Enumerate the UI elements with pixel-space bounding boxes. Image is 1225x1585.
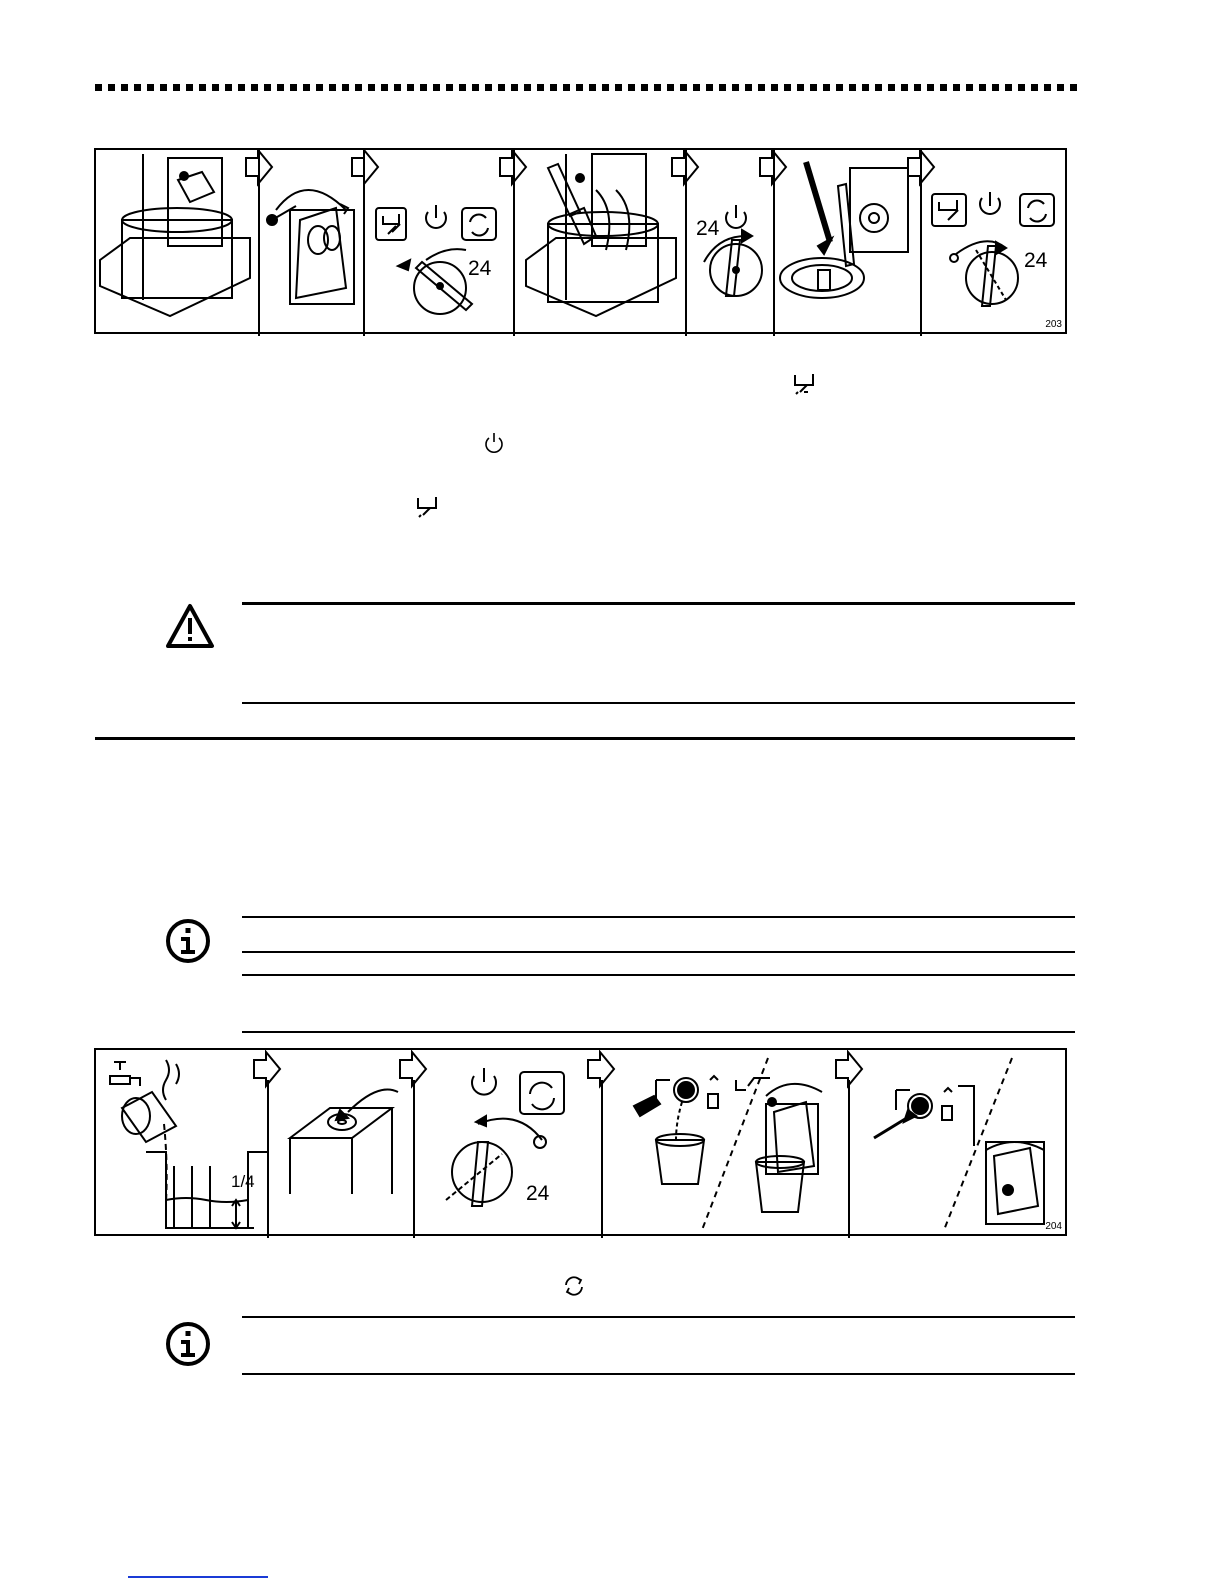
warning-top-rule <box>242 602 1075 605</box>
info-rule-3 <box>242 974 1075 976</box>
figure-204 <box>94 1048 1067 1236</box>
defrost-icon <box>792 372 816 396</box>
figure-204-fraction-label: 1/4 <box>231 1172 255 1191</box>
cycle-icon <box>562 1274 586 1298</box>
section-divider <box>95 737 1075 740</box>
info-rule-2 <box>242 951 1075 953</box>
info-rule-4 <box>242 1031 1075 1033</box>
figure-204-number: 204 <box>1045 1221 1062 1232</box>
info2-top-rule <box>242 1316 1075 1318</box>
info2-bottom-rule <box>242 1373 1075 1375</box>
warning-bottom-rule <box>242 702 1075 704</box>
header-dotted-rule <box>95 84 1077 91</box>
figure-203-dial-label-3: 24 <box>1024 249 1048 272</box>
figure-203-dial-label-2: 24 <box>696 217 720 240</box>
info-icon-2 <box>164 1320 212 1368</box>
power-icon <box>482 431 506 455</box>
figure-204-illustration <box>96 1050 1069 1238</box>
defrost-icon-2 <box>415 495 439 519</box>
info-icon <box>164 917 212 965</box>
figure-203-number: 203 <box>1045 319 1062 330</box>
warning-triangle-icon <box>165 603 215 649</box>
figure-203-dial-label-1: 24 <box>468 257 492 280</box>
footer-link-underline[interactable] <box>128 1576 268 1578</box>
figure-203 <box>94 148 1067 334</box>
figure-204-dial-label: 24 <box>526 1182 550 1205</box>
figure-203-illustration <box>96 150 1069 336</box>
info-rule-1 <box>242 916 1075 918</box>
